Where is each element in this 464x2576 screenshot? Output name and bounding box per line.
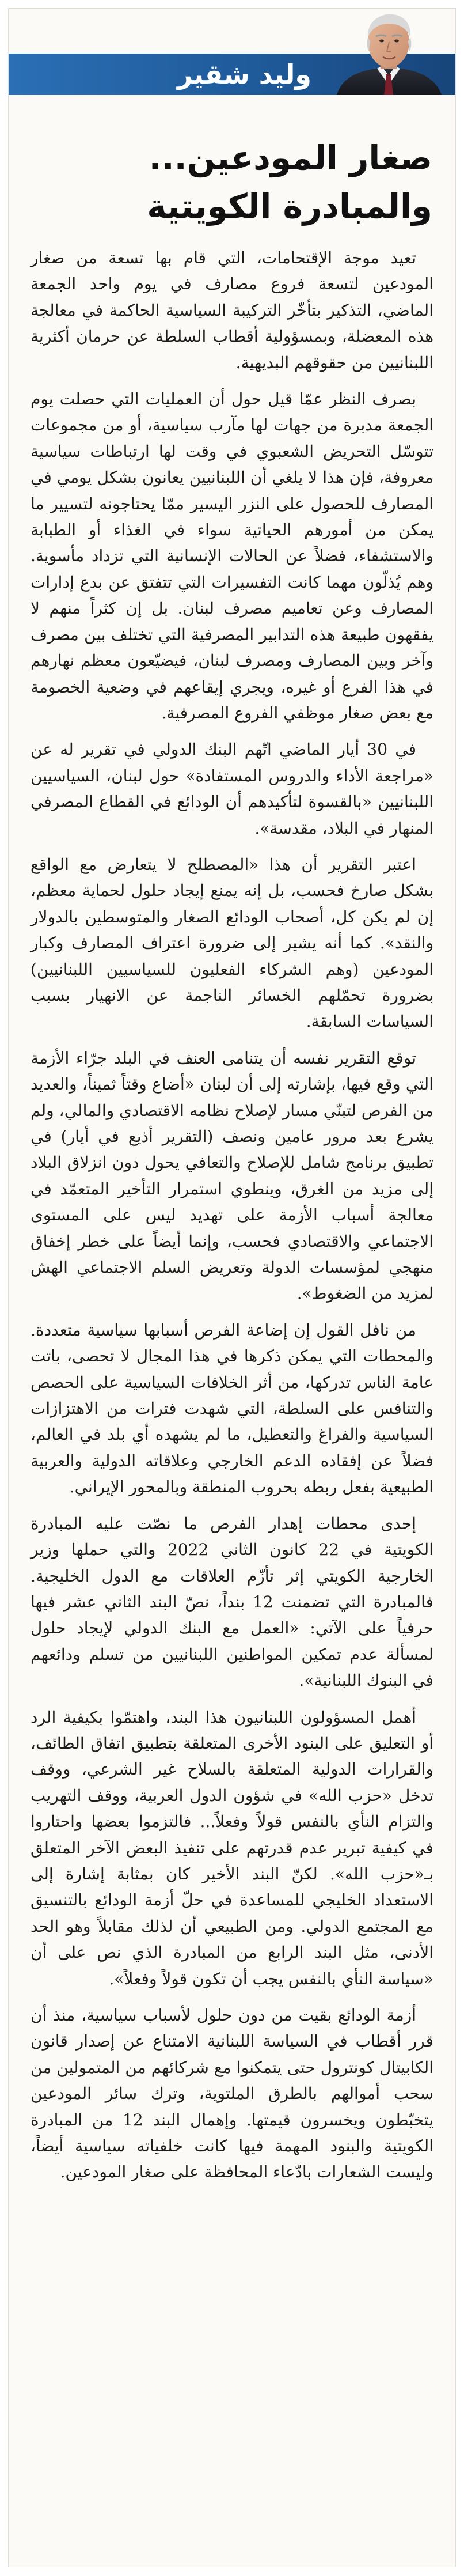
author-portrait-icon (331, 11, 446, 95)
paragraph: من نافل القول إن إضاعة الفرص أسبابها سياسية متعددة. والمحطات التي يمكن ذكرها في هذا المجال لا تحصى، باتت عامة الناس تدركها، من أثر الخلافات السياسية على الحصص والتنافس على السلطة، التي شهدت فترات من الاهتزازات السياسية والفراغ والتعطيل، ما لم يشهده أي بلد في العالم، فضلاً عن إفقاده الدعم الخارجي وعلاقاته الدولية والعربية الطبيعية بفعل ربطه بحروب المنطقة وبالمحور الإيراني. (31, 1320, 433, 1497)
paragraph: أهمل المسؤولون اللبنانيون هذا البند، واهتمّوا بكيفية الرد أو التعليق على البنود الأخرى المتعلقة بتطبيق اتفاق الطائف، والقرارات الدولية المتعلقة بالسلاح غير الشرعي، ووقف تدخل «حزب الله» في شؤون الدول العربية، ووقف التهريب والتزام النأي بالنفس قولاً وفعلاً... فالتزموا بعضها واحتاروا في كيفية تبرير عدم قدرتهم على تنفيذ البعض الآخر المتعلق بـ«حزب الله». لكنّ البند الأخير كان بمثابة إشارة إلى الاستعداد الخليجي للمساعدة في حلّ أزمة الودائع بالتنسيق مع المجتمع الدولي. ومن الطبيعي أن لذلك مقابلاً وهو الحد الأدنى، مثل البند الرابع من المبادرة الذي نص على أن «سياسة النأي بالنفس يجب أن تكون قولاً وفعلاً». (31, 1707, 433, 1988)
paragraph: اعتبر التقرير أن هذا «المصطلح لا يتعارض مع الواقع بشكل صارخ فحسب، بل إنه يمنع إيجاد حلول لحماية معظم، إن لم يكن كل، أصحاب الودائع الصغار والمتوسطين بالدولار والنقد». كما أنه يشير إلى ضرورة اعتراف المصارف وكبار المودعين (وهم الشركاء الفعليون للسياسيين اللبنانيين) بضرورة تحمّلهم الخسائر الناجمة عن الانهيار بسبب السياسات السابقة. (31, 854, 433, 1031)
author-name: وليد شقير (177, 59, 311, 90)
article-headline (32, 134, 432, 230)
paragraph: إحدى محطات إهدار الفرص ما نصّت عليه المبادرة الكويتية في 22 كانون الثاني 2022 والتي حملها وزير الخارجية الكويتي إثر تأزّم العلاقات مع الدول الخليجية. فالمبادرة التي تضمنت 12 بنداً، نصّ البند الثاني عشر فيها حرفياً على الآتي: «العمل مع البنك الدولي لإيجاد حلول لمسألة عدم تمكين المواطنين اللبنانيين من تسلم ودائعهم في البنوك اللبنانية». (31, 1514, 433, 1690)
paragraph: أزمة الودائع بقيت من دون حلول لأسباب سياسية، منذ أن قرر أقطاب في السياسة اللبنانية الامتناع عن إصدار قانون الكابيتال كونترول حتى يتمكنوا مع شركائهم من المتمولين من سحب أموالهم بالطرق الملتوية، وترك سائر المودعين يتخبّطون ويخسرون قيمتها. وإهمال البند 12 من المبادرة الكويتية والبنود المهمة فيها كانت خلفياته سياسية أيضاً، وليست الشعارات بادّعاء المحافظة على صغار المودعين. (31, 2006, 433, 2182)
author-portrait (331, 11, 446, 95)
headline-line-1: صغار المودعين... (149, 138, 432, 178)
author-byline (9, 9, 455, 95)
article-page (8, 8, 456, 2567)
paragraph: توقع التقرير نفسه أن يتنامى العنف في البلد جرّاء الأزمة التي وقع فيها، بإشارته إلى أن لبنان «أضاع وقتاً ثميناً، والعديد من الفرص لتبنّي مسار لإصلاح نظامه الاقتصادي والمالي، ولم يشرع بعد مرور عامين ونصف (التقرير أذيع في أيار) في تطبيق برنامج شامل للإصلاح والتعافي يحول دون انزلاق البلاد إلى مزيد من الغرق، وينطوي استمرار التأخير المتعمّد في معالجة أسباب الأزمة على تهديد ليس على المستوى الاجتماعي والاقتصادي فحسب، وإنما أيضاً على خطر إخفاق منهجي لمؤسسات الدولة وتعريض السلم الاجتماعي الهش لمزيد من الضغوط». (31, 1048, 433, 1303)
paragraph: تعيد موجة الإقتحامات، التي قام بها تسعة من صغار المودعين لتسعة فروع مصارف في يوم واحد الجمعة الماضي، التذكير بتأخّر التركيبة السياسية الحاكمة في معالجة هذه المعضلة، وبمسؤولية أقطاب السلطة عن حرمان أكثرية اللبنانيين من حقوقهم البديهية. (31, 248, 433, 372)
article-body (31, 245, 433, 2196)
paragraph: بصرف النظر عمّا قيل حول أن العمليات التي حصلت يوم الجمعة مدبرة من جهات لها مآرب سياسية، أو من مجموعات تتوسّل التحريض الشعبوي في وقت لها ارتباطات سياسية معروفة، فإن هذا لا يلغي أن اللبنانيين يعانون بشكل يومي في المصارف للحصول على النزر اليسير ممّا يحتاجونه لتسيير ما يمكن من أمورهم الحياتية سواء في الغذاء أو الطبابة والاستشفاء، فضلاً عن الحالات الإنسانية التي تزداد مأسوية. وهم يُذلّون مهما كانت التفسيرات التي تتفتق عن بدع إدارات المصارف وعن تعاميم مصرف لبنان. بل إن كثراً منهم لا يفقهون طبيعة هذه التدابير المصرفية التي تختلف بين مصرف وآخر وبين المصارف ومصرف لبنان، فيضيّعون معظم نهارهم في هذا الفرع أو غيره، ويجري إيقاعهم في وضعية الخصومة مع بعض صغار موظفي الفروع المصرفية. (31, 389, 433, 723)
headline-line-2: والمبادرة الكويتية (147, 187, 432, 226)
paragraph: في 30 أيار الماضي اتّهم البنك الدولي في تقرير له عن «مراجعة الأداء والدروس المستفادة» حول لبنان، السياسيين اللبنانيين «بالقسوة لتأكيدهم أن الودائع في القطاع المصرفي المنهار في البلاد، مقدسة». (31, 740, 433, 838)
